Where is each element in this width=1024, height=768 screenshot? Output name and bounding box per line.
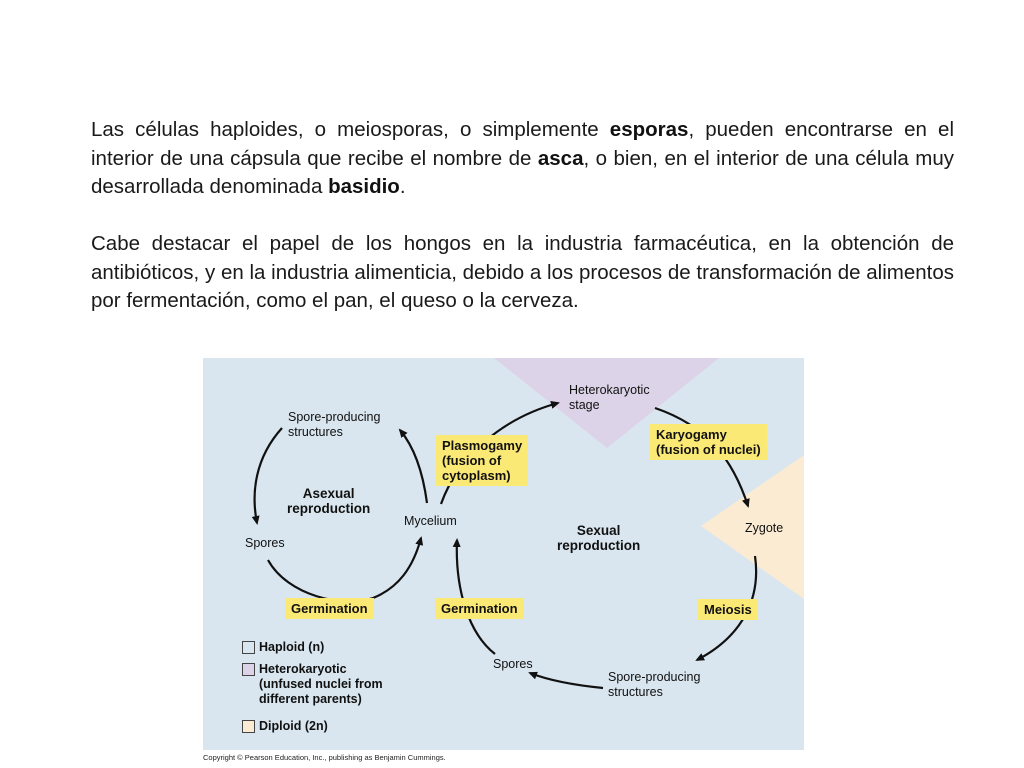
term-asca: asca — [537, 146, 584, 170]
box-plasmogamy: Plasmogamy (fusion of cytoplasm) — [436, 435, 528, 486]
label-spores-bottom: Spores — [493, 657, 533, 671]
p1-text-d: , o bien, en el interior de una célula muy desarrollada denominada — [91, 146, 954, 198]
legend-diploid-swatch — [242, 720, 255, 733]
box-germination-mid: Germination — [435, 598, 524, 619]
term-esporas: esporas — [609, 118, 689, 141]
box-germination-left: Germination — [285, 598, 374, 619]
legend-diploid: Diploid (2n) — [259, 719, 328, 733]
box-karyogamy: Karyogamy (fusion of nuclei) — [650, 424, 767, 460]
p1-text-e: . — [399, 175, 406, 198]
legend-heterokaryotic: Heterokaryotic (unfused nuclei from different parents) — [259, 662, 383, 706]
paragraph-industria: Cabe destacar el papel de los hongos en la industria farmacéutica, en la obtención de antibióticos, y en la industria alimenticia, debido a los procesos de transformación de alimentos por fermentación, como el pan, el queso o la cerveza. — [91, 232, 954, 312]
fungal-life-cycle-diagram — [203, 358, 804, 750]
label-asexual-reproduction: Asexual reproduction — [287, 486, 371, 516]
label-spores-left: Spores — [245, 536, 285, 550]
label-mycelium: Mycelium — [404, 514, 457, 528]
label-spore-producing-bottom: Spore-producing structures — [608, 670, 701, 699]
legend-heterokaryotic-swatch — [242, 663, 255, 676]
label-zygote: Zygote — [745, 521, 784, 535]
legend-haploid-swatch — [242, 641, 255, 654]
paragraph-esporas — [91, 116, 954, 202]
p1-text-c: , pueden encontrarse en el interior de una cápsula que recibe el nombre de — [91, 118, 955, 170]
p1-text-a: Las células haploides, o meiosporas, o simplemente — [91, 118, 610, 141]
copyright-notice: Copyright © Pearson Education, Inc., publishing as Benjamin Cummings. — [203, 753, 446, 762]
box-meiosis: Meiosis — [698, 599, 758, 620]
label-sexual-reproduction: Sexual reproduction — [557, 523, 641, 553]
label-heterokaryotic-stage: Heterokaryotic stage — [569, 383, 650, 412]
legend-haploid: Haploid (n) — [259, 640, 325, 654]
label-spore-producing-top: Spore-producing structures — [288, 410, 381, 439]
term-basidio: basidio — [328, 175, 400, 198]
